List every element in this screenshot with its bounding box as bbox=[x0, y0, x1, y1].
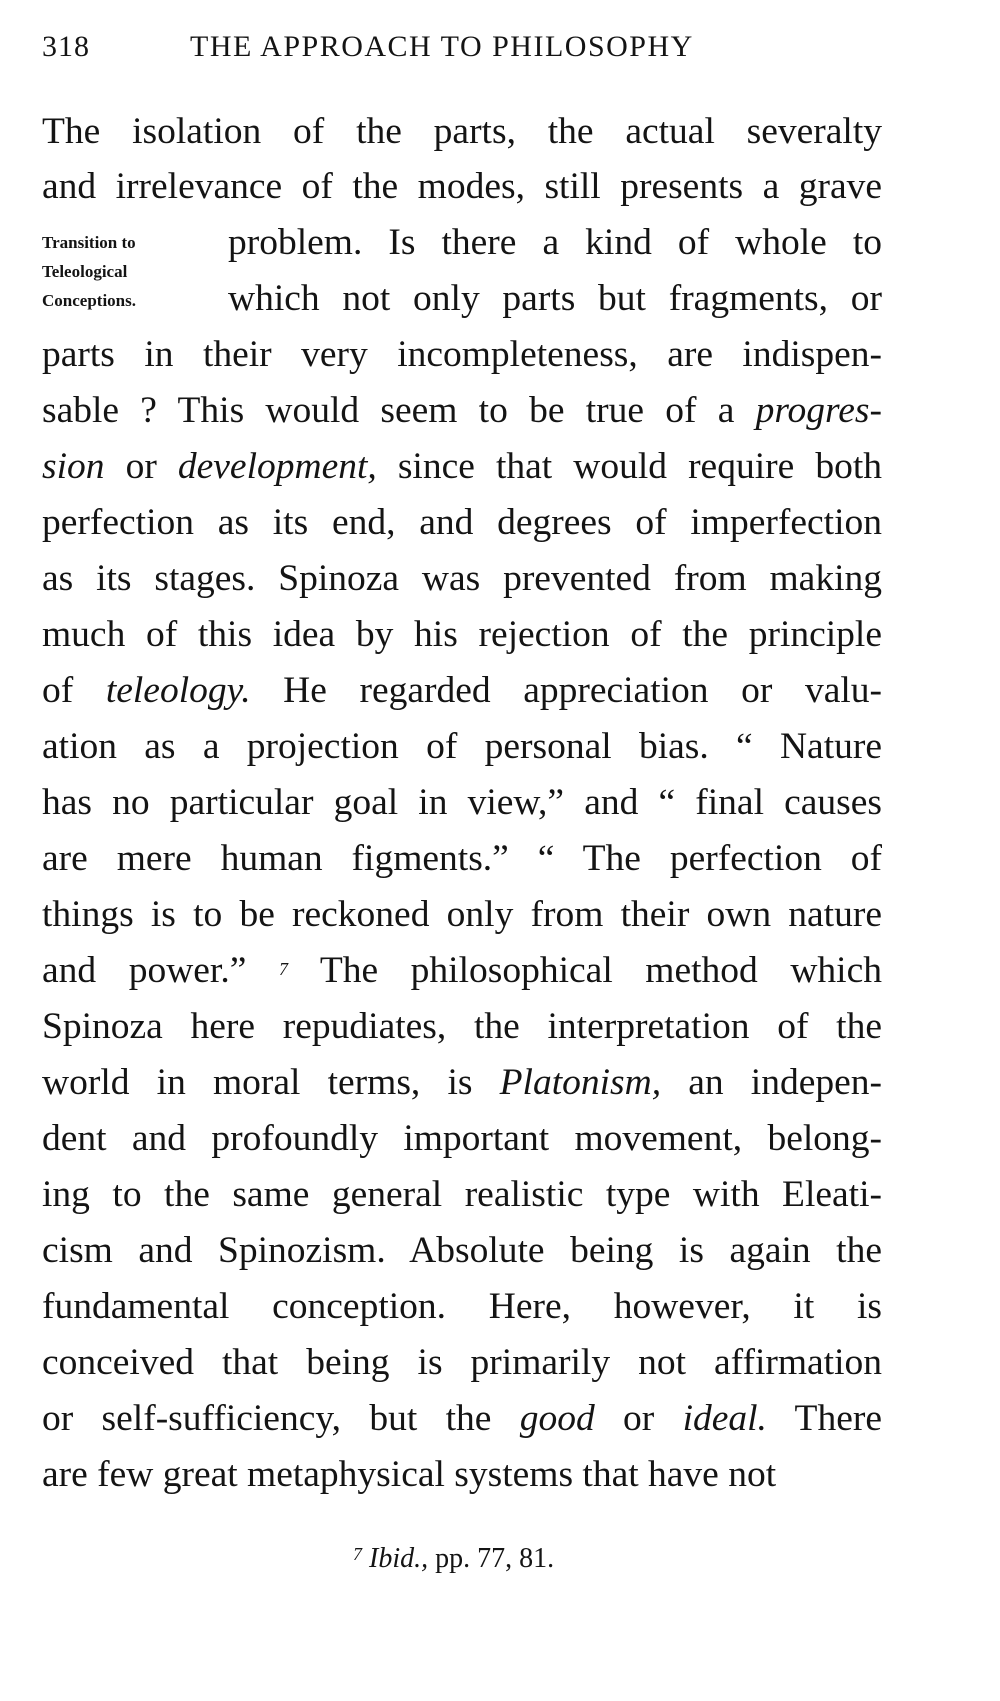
body-line bbox=[42, 672, 882, 710]
body-line bbox=[42, 1456, 882, 1494]
text-segment: world in moral terms, is bbox=[42, 1062, 500, 1103]
body-line bbox=[42, 952, 882, 990]
italic-text: Platonism, bbox=[499, 1062, 662, 1103]
text-segment: There bbox=[766, 1398, 882, 1439]
body-line bbox=[228, 224, 882, 262]
text-segment: parts in their very incompleteness, are indispen- bbox=[42, 334, 882, 375]
footnote-ibid: Ibid., bbox=[369, 1543, 429, 1574]
italic-text: development, bbox=[177, 446, 377, 487]
text-segment: ing to the same general realistic type with Eleati- bbox=[42, 1174, 882, 1215]
text-segment: cism and Spinozism. Absolute being is again the bbox=[42, 1230, 882, 1271]
page-header bbox=[42, 30, 902, 64]
body-line bbox=[42, 1344, 882, 1382]
body-line bbox=[42, 1288, 882, 1326]
body-line bbox=[42, 784, 882, 822]
text-segment: conceived that being is primarily not affirmation bbox=[42, 1342, 882, 1383]
sidenote-line: Transition to bbox=[42, 233, 136, 252]
body-line bbox=[42, 728, 882, 766]
body-line bbox=[42, 616, 882, 654]
text-segment: or bbox=[104, 446, 178, 487]
footnote-reference: pp. 77, 81. bbox=[428, 1543, 555, 1574]
text-segment: much of this idea by his rejection of the principle bbox=[42, 614, 882, 655]
body-line bbox=[42, 336, 882, 374]
text-segment: or self-sufficiency, but the bbox=[42, 1398, 520, 1439]
text-segment: perfection as its end, and degrees of imperfection bbox=[42, 502, 882, 543]
italic-text: progres- bbox=[755, 390, 882, 431]
body-line bbox=[42, 1064, 882, 1102]
footnote-marker: 7 bbox=[353, 1544, 362, 1564]
body-line bbox=[42, 560, 882, 598]
body-line bbox=[42, 113, 882, 151]
italic-text: sion bbox=[42, 446, 105, 487]
running-title: THE APPROACH TO PHILOSOPHY bbox=[190, 30, 694, 63]
text-segment: fundamental conception. Here, however, it is bbox=[42, 1286, 882, 1327]
text-segment: and irrelevance of the modes, still presents a grave bbox=[42, 166, 882, 207]
body-line bbox=[42, 448, 882, 486]
text-segment: He regarded appreciation or valu- bbox=[250, 670, 882, 711]
italic-text: teleology. bbox=[105, 670, 251, 711]
text-segment: sable ? This would seem to be true of a bbox=[42, 390, 756, 431]
text-segment: Spinoza here repudiates, the interpretation of the bbox=[42, 1006, 882, 1047]
body-line bbox=[42, 1008, 882, 1046]
text-segment: has no particular goal in view,” and “ final causes bbox=[42, 782, 882, 823]
sidenote-line: Conceptions. bbox=[42, 291, 136, 310]
body-line bbox=[42, 392, 882, 430]
body-line bbox=[42, 1400, 882, 1438]
text-segment: as its stages. Spinoza was prevented from making bbox=[42, 558, 882, 599]
text-segment: or bbox=[594, 1398, 683, 1439]
page-number: 318 bbox=[42, 30, 90, 63]
text-segment: ation as a projection of personal bias. “ Nature bbox=[42, 726, 882, 767]
body-line bbox=[42, 504, 882, 542]
text-segment: since that would require both bbox=[376, 446, 882, 487]
italic-text: good bbox=[519, 1398, 595, 1439]
text-segment: are mere human figments.” “ The perfection of bbox=[42, 838, 882, 879]
body-line bbox=[42, 1232, 882, 1270]
text-segment: things is to be reckoned only from their own nature bbox=[42, 894, 882, 935]
body-line bbox=[42, 1176, 882, 1214]
footnote-ref-marker: 7 bbox=[278, 959, 288, 979]
sidenote-line: Teleological bbox=[42, 262, 128, 281]
text-segment: are few great metaphysical systems that have not bbox=[42, 1454, 777, 1495]
text-segment: and power.” bbox=[42, 950, 279, 991]
text-segment: The philosophical method which bbox=[287, 950, 882, 991]
text-segment: which not only parts but fragments, or bbox=[228, 278, 882, 319]
text-segment: of bbox=[42, 670, 106, 711]
text-segment: an indepen- bbox=[661, 1062, 883, 1103]
body-line bbox=[228, 280, 882, 318]
text-segment: problem. Is there a kind of whole to bbox=[228, 222, 882, 263]
text-segment: The isolation of the parts, the actual severalty bbox=[42, 111, 882, 152]
body-line bbox=[42, 840, 882, 878]
footnote bbox=[353, 1543, 554, 1575]
italic-text: ideal. bbox=[682, 1398, 767, 1439]
body-line bbox=[42, 1120, 882, 1158]
body-line bbox=[42, 896, 882, 934]
body-line bbox=[42, 168, 882, 206]
text-segment: dent and profoundly important movement, belong- bbox=[42, 1118, 882, 1159]
